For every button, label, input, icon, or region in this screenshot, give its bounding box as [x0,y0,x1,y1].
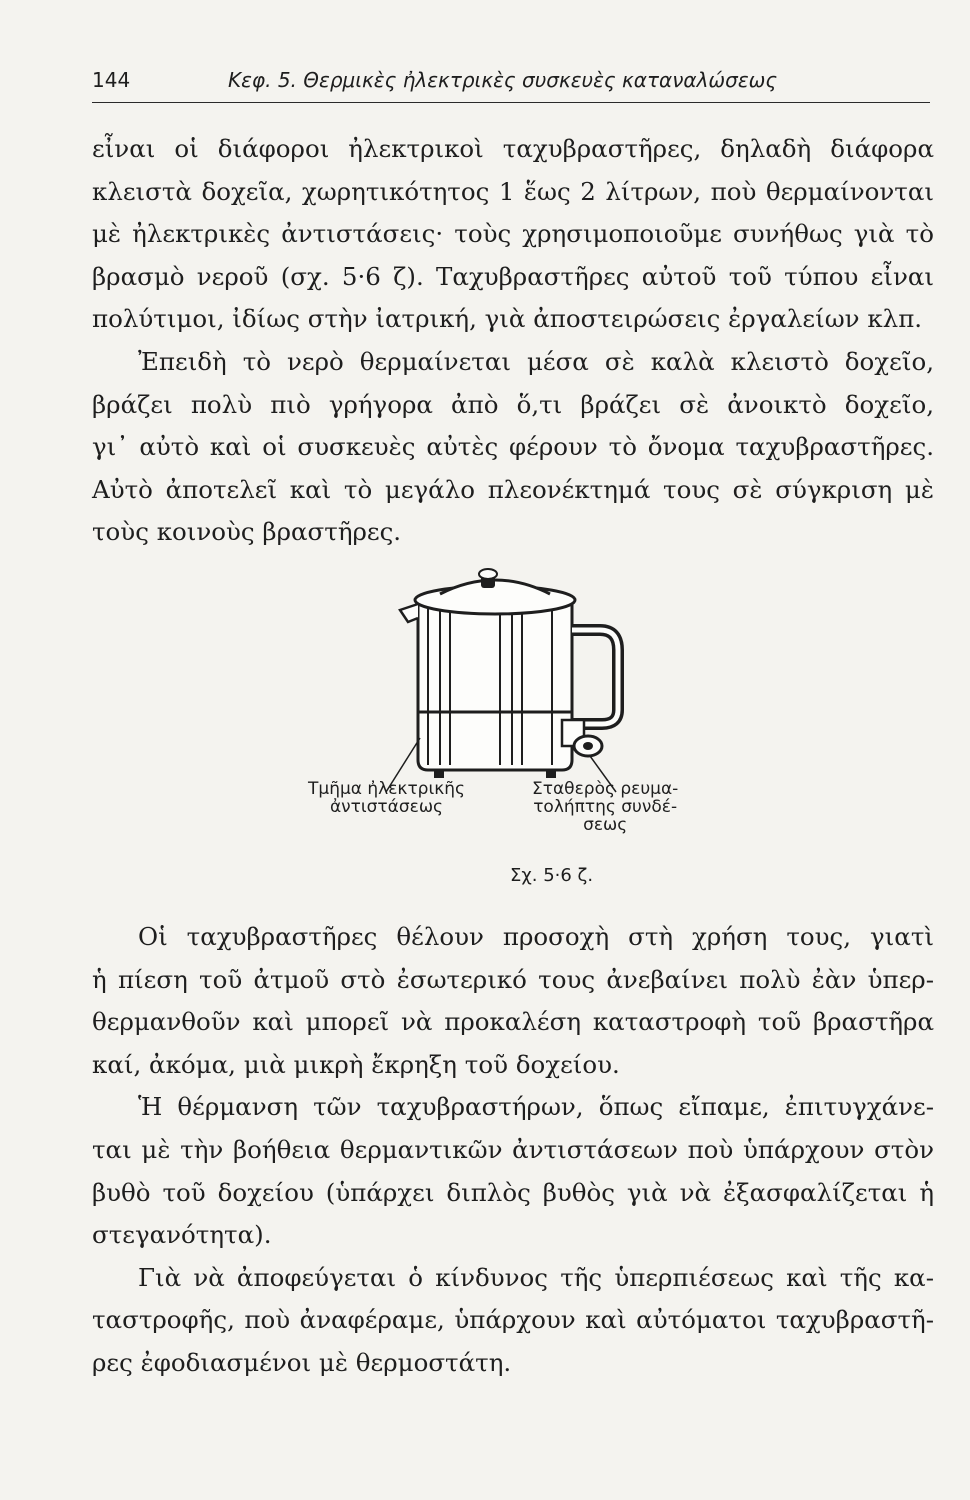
kettle-figure [300,560,700,890]
text-line: Αὐτὸ ἀποτελεῖ καὶ τὸ μεγάλο πλεονέκτημά τους σὲ σύγκριση μὲ [92,474,934,504]
figure-caption: Σχ. 5·6 ζ. [510,865,594,886]
text-line: γι᾿ αὐτὸ καὶ οἱ συσκευὲς αὐτὲς φέρουν τὸ ὄνομα ταχυβραστῆρες. [92,432,934,462]
text-line: εἶναι οἱ διάφοροι ἠλεκτρικοὶ ταχυβραστῆρες, δηλαδὴ διάφορα [92,134,934,163]
text-line: κλειστὰ δοχεῖα, χωρητικότητος 1 ἕως 2 λίτρων, ποὺ θερμαίνονται [92,176,934,206]
label-connector [532,780,678,834]
text-line: Γιὰ νὰ ἀποφεύγεται ὁ κίνδυνος τῆς ὑπερπιέσεως καὶ τῆς κα- [138,1262,934,1292]
text-line: τοὺς κοινοὺς βραστῆρες. [92,517,402,547]
text-line: πολύτιμοι, ἰδίως στὴν ἰατρική, γιὰ ἀποστειρώσεις ἐργαλείων κλπ. [92,304,923,334]
text-block-bottom [92,916,934,1385]
text-line: ρες ἐφοδιασμένοι μὲ θερμοστάτη. [92,1347,512,1377]
page-number: 144 [92,68,131,92]
text-line: ται μὲ τὴν βοήθεια θερμαντικῶν ἀντιστάσεων ποὺ ὑπάρχουν στὸν [92,1134,934,1164]
label-line: Τμῆμα ἠλεκτρικῆς [308,779,465,799]
page-header [92,66,930,103]
text-line: βρασμὸ νεροῦ (σχ. 5·6 ζ). Ταχυβραστῆρες αὐτοῦ τοῦ τύπου εἶναι [92,261,934,291]
text-line: Ἐπειδὴ τὸ νερὸ θερμαίνεται μέσα σὲ καλὰ κλειστὸ δοχεῖο, [138,346,934,376]
text-line: βράζει πολὺ πιὸ γρήγορα ἀπὸ ὅ,τι βράζει σὲ ἀνοικτὸ δοχεῖο, [92,389,934,419]
text-line: στεγανότητα). [92,1220,272,1250]
label-line: σεως [583,815,628,835]
running-head: Κεφ. 5. Θερμικὲς ἠλεκτρικὲς συσκευὲς καταναλώσεως [228,68,778,92]
text-line: μὲ ἠλεκτρικὲς ἀντιστάσεις· τοὺς χρησιμοποιοῦμε συνήθως γιὰ τὸ [92,219,934,249]
text-line: βυθὸ τοῦ δοχείου (ὑπάρχει διπλὸς βυθὸς γιὰ νὰ ἐξασφαλίζεται ἡ [92,1177,934,1207]
label-line: ἀντιστάσεως [329,797,444,817]
text-line: ἡ πίεση τοῦ ἀτμοῦ στὸ ἐσωτερικό τους ἀνεβαίνει πολὺ ἐὰν ὑπερ- [92,964,934,994]
text-block-top [92,128,934,554]
text-line: Ἡ θέρμανση τῶν ταχυβραστήρων, ὅπως εἴπαμε, ἐπιτυγχάνε- [138,1092,934,1122]
text-line: ταστροφῆς, ποὺ ἀναφέραμε, ὑπάρχουν καὶ αὐτόματοι ταχυβραστῆ- [92,1305,934,1335]
text-line: Οἱ ταχυβραστῆρες θέλουν προσοχὴ στὴ χρήση τους, γιατὶ [138,922,934,951]
text-line: θερμανθοῦν καὶ μπορεῖ νὰ προκαλέση καταστροφὴ τοῦ βραστῆρα [92,1007,934,1037]
label-line: τολήπτης συνδέ- [533,797,678,817]
label-line: Σταθερὸς ρευμα- [532,779,679,799]
text-line: καί, ἀκόμα, μιὰ μικρὴ ἔκρηξη τοῦ δοχείου. [92,1049,620,1079]
label-heating-element [308,780,465,816]
